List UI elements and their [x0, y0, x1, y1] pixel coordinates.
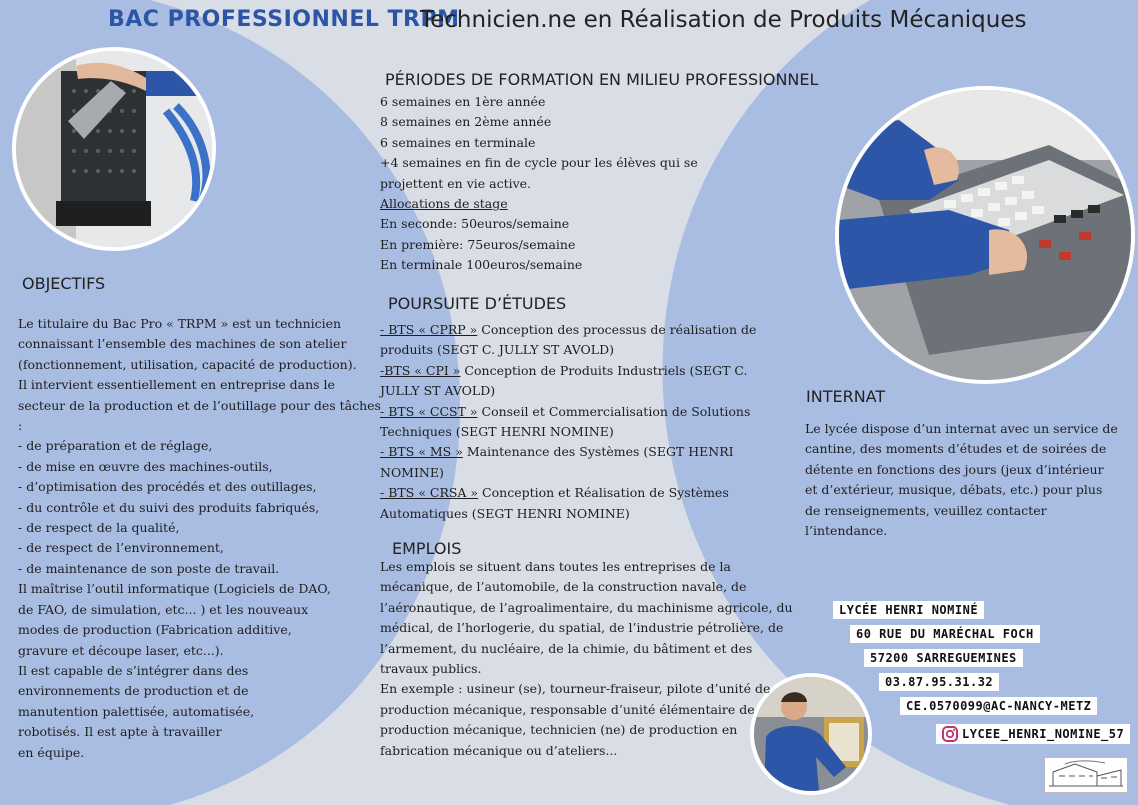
list-item: - BTS « CPRP » Conception des processus de réalisation de	[380, 322, 757, 337]
contact-street: 60 RUE DU MARÉCHAL FOCH	[850, 625, 1040, 643]
text-line: Les emplois se situent dans toutes les entreprises de la	[380, 559, 731, 574]
text-line: - de respect de la qualité,	[18, 520, 180, 536]
bts-code: -BTS « CPI »	[380, 362, 461, 378]
list-item-cont: Techniques (SEGT HENRI NOMINE)	[380, 424, 614, 440]
text-line: environnements de production et de	[18, 683, 249, 699]
text-line: En exemple : usineur (se), tourneur-fraiseur, pilote d’unité de	[380, 681, 771, 697]
emplois-text	[380, 557, 793, 761]
text-line: En terminale 100euros/semaine	[380, 257, 583, 273]
text-line: - de maintenance de son poste de travail.	[18, 560, 280, 576]
text-line: détente en fonctions des jours (jeux d’intérieur	[805, 461, 1104, 477]
text-line: production mécanique, technicien (ne) de production en	[380, 722, 738, 738]
contact-school: LYCÉE HENRI NOMINÉ	[833, 601, 984, 619]
internat-heading: INTERNAT	[806, 387, 886, 406]
objectifs-heading: OBJECTIFS	[22, 274, 106, 293]
text-line: (fonctionnement, utilisation, capacité de production).	[18, 356, 357, 372]
poursuite-list	[380, 320, 756, 524]
list-item-cont: Automatiques (SEGT HENRI NOMINE)	[380, 505, 630, 521]
text-line: :	[18, 418, 23, 434]
list-item: - BTS « MS » Maintenance des Systèmes (SEGT HENRI	[380, 444, 734, 460]
list-item: - BTS « CCST » Conseil et Commercialisation de Solutions	[380, 403, 751, 419]
text-line: et d’extérieur, musique, débats, etc.) pour plus	[805, 482, 1103, 498]
text-line: gravure et découpe laser, etc...).	[18, 642, 224, 658]
poursuite-heading: POURSUITE D’ÉTUDES	[388, 294, 567, 313]
text-line: Il intervient essentiellement en entreprise dans le	[18, 377, 335, 393]
emplois-heading: EMPLOIS	[392, 539, 462, 558]
text-line: Le lycée dispose d’un internat avec un service de	[805, 421, 1118, 436]
text-line: l’armement, du nucléaire, de la chimie, du bâtiment et des	[380, 640, 753, 656]
allocations-title: Allocations de stage	[380, 196, 508, 212]
cnc-keyboard-photo	[835, 86, 1135, 384]
text-line: En première: 75euros/semaine	[380, 236, 576, 252]
text-line: secteur de la production et de l’outillage pour des tâches	[18, 397, 381, 413]
text-line: - d’optimisation des procédés et des outillages,	[18, 479, 317, 495]
text-line: de renseignements, veuillez contacter	[805, 502, 1047, 518]
text-line: de FAO, de simulation, etc... ) et les nouveaux	[18, 601, 309, 617]
text-line: médical, de l’horlogerie, du spatial, de l’industrie pétrolière, de	[380, 620, 784, 636]
text-line: connaissant l’ensemble des machines de son atelier	[18, 336, 347, 352]
contact-city: 57200 SARREGUEMINES	[864, 649, 1023, 667]
instagram-handle: LYCEE_HENRI_NOMINE_57	[962, 727, 1125, 741]
bts-code: - BTS « CPRP »	[380, 322, 478, 337]
text-line: l’aéronautique, de l’agroalimentaire, du machinisme agricole, du	[380, 599, 793, 615]
text-line: - de mise en œuvre des machines-outils,	[18, 458, 273, 474]
contact-instagram[interactable]	[936, 724, 1130, 744]
contact-email[interactable]: CE.0570099@AC-NANCY-METZ	[900, 697, 1097, 715]
periodes-text	[380, 92, 698, 276]
text-line: robotisés. Il est apte à travailler	[18, 724, 222, 740]
text-line: projettent en vie active.	[380, 175, 532, 191]
text-line: 6 semaines en 1ère année	[380, 94, 546, 109]
text-line: - du contrôle et du suivi des produits fabriqués,	[18, 499, 320, 515]
text-line: manutention palettisée, automatisée,	[18, 703, 255, 719]
text-line: en équipe.	[18, 744, 85, 760]
text-line: travaux publics.	[380, 661, 482, 677]
page-subtitle: Technicien.ne en Réalisation de Produits Mécaniques	[420, 7, 1027, 33]
text-line: - de préparation et de réglage,	[18, 438, 213, 454]
periodes-heading: PÉRIODES DE FORMATION EN MILIEU PROFESSIONNEL	[385, 70, 819, 89]
text-line: 6 semaines en terminale	[380, 134, 536, 150]
instagram-icon	[942, 726, 958, 742]
list-item-cont: produits (SEGT C. JULLY ST AVOLD)	[380, 342, 614, 358]
text-line: fabrication mécanique ou d’ateliers...	[380, 742, 618, 758]
internat-text	[805, 419, 1118, 541]
objectifs-text	[18, 314, 381, 763]
text-line: +4 semaines en fin de cycle pour les élèves qui se	[380, 155, 698, 171]
text-line: En seconde: 50euros/semaine	[380, 216, 570, 232]
bts-code: - BTS « CCST »	[380, 403, 478, 419]
text-line: 8 semaines en 2ème année	[380, 114, 552, 130]
school-logo	[1044, 757, 1128, 793]
page-title: BAC PROFESSIONNEL TRPM	[108, 7, 460, 32]
text-line: l’intendance.	[805, 523, 888, 539]
text-line: production mécanique, responsable d’unité élémentaire de	[380, 701, 755, 717]
text-line: modes de production (Fabrication additive,	[18, 622, 292, 638]
list-item-cont: NOMINE)	[380, 464, 444, 480]
text-line: Le titulaire du Bac Pro « TRPM » est un technicien	[18, 316, 342, 331]
list-item-cont: JULLY ST AVOLD)	[380, 383, 496, 399]
text-line: cantine, des moments d’études et de soirées de	[805, 441, 1107, 457]
list-item: - BTS « CRSA » Conception et Réalisation de Systèmes	[380, 485, 729, 501]
text-line: - de respect de l’environnement,	[18, 540, 224, 556]
machine-photo	[12, 47, 216, 251]
bts-code: - BTS « MS »	[380, 444, 463, 460]
contact-phone: 03.87.95.31.32	[879, 673, 999, 691]
bts-code: - BTS « CRSA »	[380, 485, 479, 501]
text-line: Il est capable de s’intégrer dans des	[18, 662, 249, 678]
text-line: Il maîtrise l’outil informatique (Logiciels de DAO,	[18, 581, 331, 597]
text-line: mécanique, de l’automobile, de la construction navale, de	[380, 579, 747, 595]
list-item: -BTS « CPI » Conception de Produits Industriels (SEGT C.	[380, 362, 748, 378]
